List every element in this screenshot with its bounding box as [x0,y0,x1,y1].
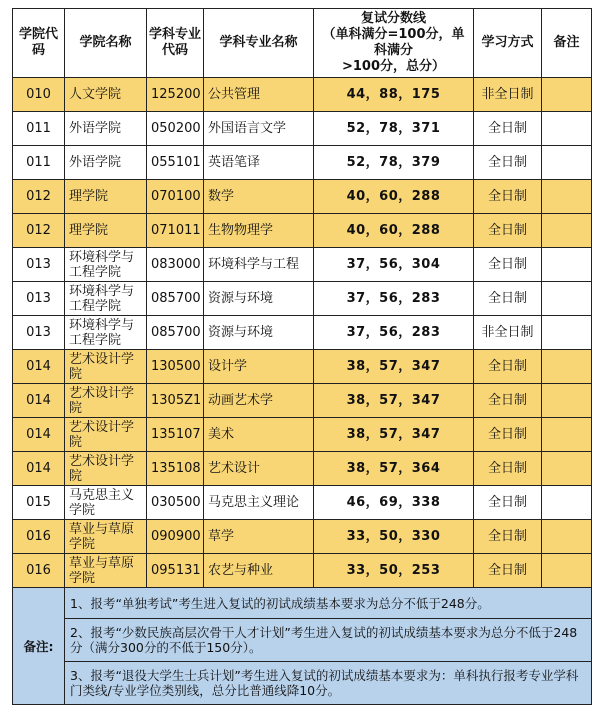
cell-college-code: 013 [13,316,65,350]
cell-college-code: 016 [13,554,65,588]
cell-college-name: 马克思主义学院 [65,486,147,520]
cell-subject-code: 085700 [147,316,204,350]
cell-college-code: 015 [13,486,65,520]
header-subject-code: 学科专业代码 [147,9,204,78]
cell-remark [542,248,592,282]
cell-study-mode: 全日制 [474,282,542,316]
notes-section [13,588,592,705]
cell-subject-name: 马克思主义理论 [204,486,314,520]
table-row [13,554,592,588]
table-row [13,486,592,520]
cell-study-mode: 全日制 [474,248,542,282]
cell-study-mode: 全日制 [474,452,542,486]
note-row [13,619,592,662]
cell-college-code: 014 [13,418,65,452]
table-row [13,214,592,248]
cell-subject-name: 动画艺术学 [204,384,314,418]
notes-label: 备注: [13,588,65,705]
cell-subject-name: 资源与环境 [204,316,314,350]
cell-remark [542,418,592,452]
table-row [13,452,592,486]
note-row [13,662,592,705]
table-row [13,350,592,384]
cell-subject-code: 070100 [147,180,204,214]
cell-college-name: 环境科学与工程学院 [65,282,147,316]
cell-subject-name: 环境科学与工程 [204,248,314,282]
cell-subject-code: 085700 [147,282,204,316]
table-row [13,180,592,214]
cell-college-name: 艺术设计学院 [65,384,147,418]
cell-subject-name: 生物物理学 [204,214,314,248]
cell-remark [542,282,592,316]
cell-study-mode: 全日制 [474,112,542,146]
cell-scores: 38，57，347 [314,384,474,418]
cell-remark [542,316,592,350]
cell-college-name: 艺术设计学院 [65,452,147,486]
table-row [13,282,592,316]
cell-subject-name: 农艺与种业 [204,554,314,588]
cell-subject-name: 资源与环境 [204,282,314,316]
table-row [13,384,592,418]
cell-scores: 38，57，364 [314,452,474,486]
cell-college-code: 011 [13,112,65,146]
cell-subject-name: 公共管理 [204,78,314,112]
note-row [13,588,592,619]
cell-study-mode: 全日制 [474,520,542,554]
cell-subject-name: 草学 [204,520,314,554]
header-score-line-title: 复试分数线 [360,11,426,26]
header-score-line [314,9,474,78]
cell-college-code: 013 [13,282,65,316]
table-row [13,316,592,350]
cell-subject-code: 030500 [147,486,204,520]
cell-subject-code: 095131 [147,554,204,588]
cell-scores: 44，88，175 [314,78,474,112]
cell-study-mode: 全日制 [474,418,542,452]
header-subject-name: 学科专业名称 [204,9,314,78]
cell-subject-code: 055101 [147,146,204,180]
cell-subject-name: 艺术设计 [204,452,314,486]
cell-scores: 33，50，253 [314,554,474,588]
cell-college-name: 外语学院 [65,112,147,146]
cell-remark [542,350,592,384]
cell-scores: 46，69，338 [314,486,474,520]
cell-scores: 52，78，379 [314,146,474,180]
header-score-line-sub2: >100分，总分） [341,59,446,74]
cell-college-code: 012 [13,180,65,214]
cell-subject-code: 130500 [147,350,204,384]
cell-subject-code: 135108 [147,452,204,486]
cell-scores: 38，57，347 [314,350,474,384]
cell-scores: 37，56，304 [314,248,474,282]
cell-subject-code: 125200 [147,78,204,112]
cell-college-code: 012 [13,214,65,248]
score-line-sheet [12,8,591,705]
cell-scores: 33，50，330 [314,520,474,554]
cell-subject-code: 090900 [147,520,204,554]
table-row [13,418,592,452]
cell-study-mode: 全日制 [474,554,542,588]
cell-subject-code: 071011 [147,214,204,248]
cell-remark [542,520,592,554]
table-row [13,146,592,180]
cell-remark [542,146,592,180]
cell-subject-name: 数学 [204,180,314,214]
cell-college-name: 理学院 [65,214,147,248]
cell-study-mode: 全日制 [474,146,542,180]
note-item: 2、报考“少数民族高层次骨干人才计划”考生进入复试的初试成绩基本要求为总分不低于248分（满分300分的不低于150分）。 [65,619,592,662]
cell-subject-name: 英语笔译 [204,146,314,180]
cell-remark [542,452,592,486]
cell-scores: 40，60，288 [314,180,474,214]
cell-subject-name: 外国语言文学 [204,112,314,146]
cell-subject-code: 135107 [147,418,204,452]
cell-college-name: 艺术设计学院 [65,418,147,452]
cell-scores: 40，60，288 [314,214,474,248]
cell-college-name: 环境科学与工程学院 [65,248,147,282]
cell-study-mode: 全日制 [474,180,542,214]
cell-college-name: 艺术设计学院 [65,350,147,384]
header-score-line-sub1: （单科满分=100分，单科满分 [322,27,465,58]
cell-college-name: 理学院 [65,180,147,214]
cell-remark [542,554,592,588]
cell-remark [542,384,592,418]
table-row [13,112,592,146]
cell-scores: 37，56，283 [314,316,474,350]
cell-college-code: 010 [13,78,65,112]
cell-remark [542,112,592,146]
table-row [13,248,592,282]
cell-study-mode: 全日制 [474,214,542,248]
cell-remark [542,78,592,112]
cell-remark [542,180,592,214]
score-line-table [12,8,592,705]
cell-subject-name: 美术 [204,418,314,452]
cell-college-name: 草业与草原学院 [65,520,147,554]
note-item: 1、报考“单独考试”考生进入复试的初试成绩基本要求为总分不低于248分。 [65,588,592,619]
cell-study-mode: 非全日制 [474,316,542,350]
cell-college-name: 环境科学与工程学院 [65,316,147,350]
header-remark: 备注 [542,9,592,78]
cell-scores: 38，57，347 [314,418,474,452]
cell-college-code: 014 [13,384,65,418]
cell-study-mode: 非全日制 [474,78,542,112]
table-header-row [13,9,592,78]
table-row [13,520,592,554]
cell-college-code: 011 [13,146,65,180]
header-study-mode: 学习方式 [474,9,542,78]
cell-study-mode: 全日制 [474,350,542,384]
cell-college-name: 人文学院 [65,78,147,112]
cell-scores: 37，56，283 [314,282,474,316]
cell-remark [542,486,592,520]
table-body [13,78,592,588]
cell-scores: 52，78，371 [314,112,474,146]
note-item: 3、报考“退役大学生士兵计划”考生进入复试的初试成绩基本要求为：单科执行报考专业学科门类线/专业学位类别线，总分比普通线降10分。 [65,662,592,705]
cell-college-code: 016 [13,520,65,554]
cell-subject-code: 1305Z1 [147,384,204,418]
table-row [13,78,592,112]
cell-subject-code: 050200 [147,112,204,146]
header-college-code: 学院代码 [13,9,65,78]
cell-college-name: 草业与草原学院 [65,554,147,588]
cell-study-mode: 全日制 [474,486,542,520]
cell-study-mode: 全日制 [474,384,542,418]
cell-college-code: 013 [13,248,65,282]
cell-subject-code: 083000 [147,248,204,282]
header-college-name: 学院名称 [65,9,147,78]
cell-college-code: 014 [13,350,65,384]
cell-subject-name: 设计学 [204,350,314,384]
cell-college-name: 外语学院 [65,146,147,180]
cell-remark [542,214,592,248]
cell-college-code: 014 [13,452,65,486]
